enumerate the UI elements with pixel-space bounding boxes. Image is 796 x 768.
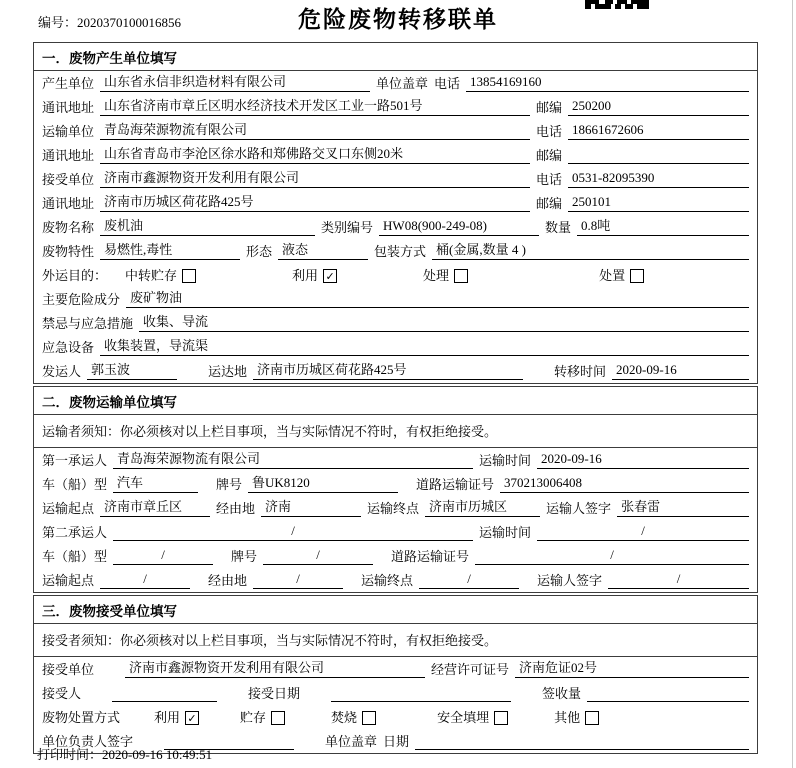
taboo-measures-value: 收集、导流 <box>139 311 749 332</box>
route-via-2-value: / <box>253 571 343 589</box>
section-transporter-header: 二．废物运输单位填写 <box>34 387 757 415</box>
row-vehicle-1 <box>34 472 757 496</box>
row-receive-unit <box>34 167 757 191</box>
disposal-option-other <box>554 707 599 726</box>
route-end-2-label: 运输终点 <box>361 573 414 588</box>
transfer-time-value: 2020-09-16 <box>612 362 749 380</box>
page-edge-line <box>792 0 793 768</box>
page-title: 危险废物转移联单 <box>298 6 498 32</box>
row-transfer-purpose <box>34 263 757 287</box>
carrier-sign-2-label: 运输人签字 <box>537 573 603 588</box>
responsible-sign-label: 单位负责人签字 <box>42 734 134 749</box>
receive-zip-value: 250101 <box>568 194 749 212</box>
row-route-2 <box>34 568 757 592</box>
vehicle-type-2-label: 车（船）型 <box>42 549 108 564</box>
section-producer-header: 一．废物产生单位填写 <box>34 43 757 71</box>
purpose-option-treat <box>423 265 468 284</box>
destination-value: 济南市历城区荷花路425号 <box>253 359 523 380</box>
receiver-notice: 接受者须知：你必须核对以上栏目事项，当与实际情况不符时，有权拒绝接受。 <box>34 624 757 657</box>
waste-property-label: 废物特性 <box>42 244 95 259</box>
disposal-option-utilize <box>154 707 199 726</box>
road-permit-label: 道路运输证号 <box>416 477 495 492</box>
destination-label: 运达地 <box>208 364 248 379</box>
road-permit-value: 370213006408 <box>500 475 749 493</box>
waste-code-label: 类别编号 <box>321 220 374 235</box>
row-hazard-component <box>34 287 757 311</box>
road-permit-2-label: 道路运输证号 <box>391 549 470 564</box>
receiver-unit-value: 济南市鑫源物资开发利用有限公司 <box>125 657 425 678</box>
route-start-label: 运输起点 <box>42 501 95 516</box>
serial-number: 2020370100016856 <box>77 15 182 30</box>
purpose-option-utilize <box>292 265 337 284</box>
plate-2-value: / <box>263 547 373 565</box>
row-dispatcher <box>34 359 757 383</box>
accept-date-label: 接受日期 <box>248 686 301 701</box>
print-time-line <box>37 744 212 763</box>
hazard-component-value: 废矿物油 <box>126 287 749 308</box>
checkbox-mark: ✓ <box>187 711 197 725</box>
transport-zip-value <box>568 148 749 164</box>
section-receiver <box>33 595 758 754</box>
checkbox-checked-icon <box>185 711 199 725</box>
emergency-equipment-label: 应急设备 <box>42 340 95 355</box>
route-start-2-value: / <box>100 571 190 589</box>
carrier-sign-value: 张春雷 <box>617 496 749 517</box>
route-end-2-value: / <box>419 571 519 589</box>
row-waste-name <box>34 215 757 239</box>
packing-value: 桶(金属,数量 4 ) <box>432 239 749 260</box>
purpose-option-label: 利用 <box>292 268 319 283</box>
row-vehicle-2 <box>34 544 757 568</box>
producer-unit-value: 山东省永信非织造材料有限公司 <box>100 71 370 92</box>
receive-phone-label: 电话 <box>536 172 563 187</box>
waste-property-value: 易燃性,毒性 <box>100 239 240 260</box>
producer-phone-label: 电话 <box>434 76 461 91</box>
route-via-2-label: 经由地 <box>208 573 248 588</box>
carrier-sign-2-value: / <box>608 571 749 589</box>
purpose-option-transfer-storage <box>125 265 196 284</box>
waste-qty-label: 数量 <box>545 220 572 235</box>
accept-date-value <box>331 686 511 702</box>
disposal-option-label: 利用 <box>154 710 181 725</box>
vehicle-type-label: 车（船）型 <box>42 477 108 492</box>
checkbox-checked-icon <box>323 269 337 283</box>
transport-time-2-value: / <box>537 523 749 541</box>
serial-label: 编号： <box>38 15 78 30</box>
row-transport-address <box>34 143 757 167</box>
row-receiver-unit <box>34 657 757 681</box>
producer-zip-label: 邮编 <box>536 100 563 115</box>
checkbox-unchecked-icon <box>454 269 468 283</box>
emergency-equipment-value: 收集装置，导流渠 <box>100 335 749 356</box>
sign-date-value <box>415 734 749 750</box>
purpose-option-label: 处理 <box>423 268 450 283</box>
print-time-value: 2020-09-16 10:49:51 <box>102 747 213 762</box>
row-first-carrier <box>34 448 757 472</box>
unit-seal-3-label: 单位盖章 <box>325 734 378 749</box>
taboo-measures-label: 禁忌与应急措施 <box>42 316 134 331</box>
route-end-label: 运输终点 <box>367 501 420 516</box>
route-end-value: 济南市历城区 <box>425 496 540 517</box>
disposal-method-label: 废物处置方式 <box>42 710 121 725</box>
transport-time-2-label: 运输时间 <box>479 525 532 540</box>
second-carrier-value: / <box>113 523 473 541</box>
receive-unit-value: 济南市鑫源物资开发利用有限公司 <box>100 167 530 188</box>
receive-zip-label: 邮编 <box>536 196 563 211</box>
qr-code-icon <box>585 0 651 9</box>
row-producer-unit <box>34 71 757 95</box>
row-producer-address <box>34 95 757 119</box>
receive-unit-label: 接受单位 <box>42 172 95 187</box>
disposal-option-label: 贮存 <box>240 710 267 725</box>
transport-zip-label: 邮编 <box>536 148 563 163</box>
waste-form-value: 液态 <box>278 239 368 260</box>
section-transporter <box>33 386 758 593</box>
print-time-label: 打印时间： <box>37 747 103 762</box>
unit-seal-label: 单位盖章 <box>376 76 429 91</box>
road-permit-2-value: / <box>475 547 749 565</box>
producer-address-value: 山东省济南市章丘区明水经济技术开发区工业一路501号 <box>100 95 530 116</box>
plate-label: 牌号 <box>216 477 243 492</box>
row-waste-property <box>34 239 757 263</box>
waste-name-label: 废物名称 <box>42 220 95 235</box>
route-via-label: 经由地 <box>216 501 256 516</box>
row-transport-unit <box>34 119 757 143</box>
transporter-notice: 运输者须知：你必须核对以上栏目事项，当与实际情况不符时，有权拒绝接受。 <box>34 415 757 448</box>
waste-code-value: HW08(900-249-08) <box>379 218 539 236</box>
second-carrier-label: 第二承运人 <box>42 525 108 540</box>
transfer-time-label: 转移时间 <box>554 364 607 379</box>
route-start-2-label: 运输起点 <box>42 573 95 588</box>
waste-qty-value: 0.8吨 <box>577 215 749 236</box>
checkbox-unchecked-icon <box>630 269 644 283</box>
plate-value: 鲁UK8120 <box>248 472 398 493</box>
first-carrier-value: 青岛海荣源物流有限公司 <box>113 448 473 469</box>
purpose-option-dispose <box>599 265 644 284</box>
producer-unit-label: 产生单位 <box>42 76 95 91</box>
dispatcher-value: 郭玉波 <box>87 359 177 380</box>
waste-name-value: 废机油 <box>100 215 315 236</box>
row-emergency-equipment <box>34 335 757 359</box>
section-receiver-header: 三．废物接受单位填写 <box>34 596 757 624</box>
receipt-qty-label: 签收量 <box>542 686 582 701</box>
transport-time-value: 2020-09-16 <box>537 451 749 469</box>
acceptor-label: 接受人 <box>42 686 82 701</box>
disposal-option-label: 安全填埋 <box>437 710 490 725</box>
waste-form-label: 形态 <box>246 244 273 259</box>
transport-phone-value: 18661672606 <box>568 122 749 140</box>
first-carrier-label: 第一承运人 <box>42 453 108 468</box>
sign-date-label: 日期 <box>383 734 410 749</box>
route-start-value: 济南市章丘区 <box>100 496 210 517</box>
transport-address-value: 山东省青岛市李沧区徐水路和郑佛路交叉口东侧20米 <box>100 143 530 164</box>
receiver-unit-label: 接受单位 <box>42 662 95 677</box>
checkbox-unchecked-icon <box>362 711 376 725</box>
hazard-component-label: 主要危险成分 <box>42 292 121 307</box>
document-header <box>0 0 796 42</box>
row-acceptor <box>34 681 757 705</box>
section-producer <box>33 42 758 384</box>
vehicle-type-2-value: / <box>113 547 213 565</box>
license-label: 经营许可证号 <box>431 662 510 677</box>
producer-address-label: 通讯地址 <box>42 100 95 115</box>
row-disposal-method <box>34 705 757 729</box>
receive-address-label: 通讯地址 <box>42 196 95 211</box>
packing-label: 包装方式 <box>374 244 427 259</box>
disposal-option-landfill <box>437 707 508 726</box>
row-taboo-measures <box>34 311 757 335</box>
disposal-option-label: 焚烧 <box>331 710 358 725</box>
checkbox-unchecked-icon <box>494 711 508 725</box>
disposal-option-storage <box>240 707 285 726</box>
row-receive-address <box>34 191 757 215</box>
producer-zip-value: 250200 <box>568 98 749 116</box>
transport-phone-label: 电话 <box>536 124 563 139</box>
disposal-option-label: 其他 <box>554 710 581 725</box>
checkbox-unchecked-icon <box>271 711 285 725</box>
license-value: 济南危证02号 <box>515 657 749 678</box>
checkbox-unchecked-icon <box>585 711 599 725</box>
producer-phone-value: 13854169160 <box>466 74 749 92</box>
route-via-value: 济南 <box>261 496 361 517</box>
acceptor-value <box>112 686 217 702</box>
transport-unit-value: 青岛海荣源物流有限公司 <box>100 119 530 140</box>
purpose-label: 外运目的： <box>42 268 108 283</box>
plate-2-label: 牌号 <box>231 549 258 564</box>
dispatcher-label: 发运人 <box>42 364 82 379</box>
transport-address-label: 通讯地址 <box>42 148 95 163</box>
checkbox-unchecked-icon <box>182 269 196 283</box>
row-second-carrier <box>34 520 757 544</box>
row-route-1 <box>34 496 757 520</box>
purpose-option-label: 处置 <box>599 268 626 283</box>
disposal-option-incinerate <box>331 707 376 726</box>
purpose-option-label: 中转贮存 <box>125 268 178 283</box>
receive-address-value: 济南市历城区荷花路425号 <box>100 191 530 212</box>
transport-time-label: 运输时间 <box>479 453 532 468</box>
carrier-sign-label: 运输人签字 <box>546 501 612 516</box>
checkbox-mark: ✓ <box>325 269 335 283</box>
receipt-qty-value <box>587 686 749 702</box>
transport-unit-label: 运输单位 <box>42 124 95 139</box>
receive-phone-value: 0531-82095390 <box>568 170 749 188</box>
vehicle-type-value: 汽车 <box>113 472 198 493</box>
